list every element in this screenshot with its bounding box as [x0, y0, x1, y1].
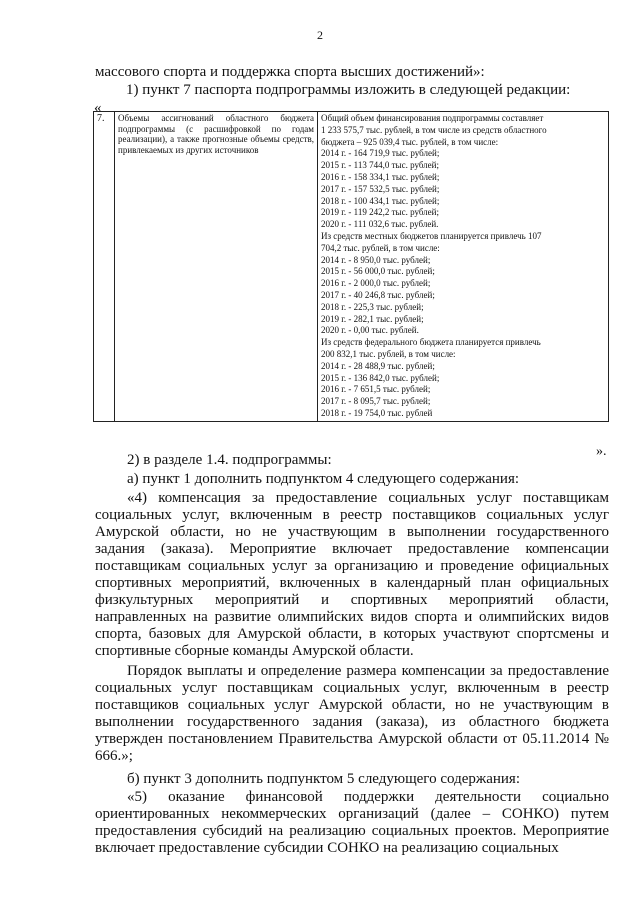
paragraph-4: «4) компенсация за предоставление социальных услуг поставщикам социальных услуг, включенным в реестр поставщиков социальных услуг Амурской области, но не участвующим в выполнении государственного задания (заказа). Мероприятие включает предоставление компенсации поставщикам социальных услуг за организацию и проведение официальных спортивных мероприятий, включенных в календарный план официальных физкультурных мероприятий и спортивных мероприятий области, направленных на развитие олимпийских видов спорта и олимпийских видов спорта, базовых для Амурской области, в которых участвуют спортсмены и спортивные сборные команды Амурской области. — [95, 490, 609, 659]
funding-line: 2016 г. - 2 000,0 тыс. рублей; — [321, 278, 431, 289]
funding-text — [318, 112, 609, 422]
row-number: 7. — [94, 112, 115, 422]
intro-line-2: 1) пункт 7 паспорта подпрограммы изложить в следующей редакции: — [126, 82, 571, 98]
funding-line: 1 233 575,7 тыс. рублей, в том числе из средств областного — [321, 124, 547, 135]
paragraph-5: «5) оказание финансовой поддержки деятельности социально ориентированных некоммерческих организаций (далее – СОНКО) путем предоставления субсидий на реализацию социальных проектов. Мероприятие включает предоставление субсидии СОНКО на реализацию социальных — [95, 789, 609, 856]
item-b: б) пункт 3 дополнить подпунктом 5 следующего содержания: — [127, 771, 520, 787]
item-a: а) пункт 1 дополнить подпунктом 4 следующего содержания: — [127, 471, 520, 487]
funding-line: 2014 г. - 28 488,9 тыс. рублей; — [321, 360, 435, 371]
funding-line: 2017 г. - 8 095,7 тыс. рублей; — [321, 396, 431, 407]
quote-open: « — [94, 100, 102, 116]
funding-line: 2015 г. - 136 842,0 тыс. рублей; — [321, 372, 440, 383]
section-2-heading: 2) в разделе 1.4. подпрограммы: — [127, 452, 332, 468]
funding-line: 2016 г. - 158 334,1 тыс. рублей; — [321, 171, 440, 182]
funding-line: 2020 г. - 111 032,6 тыс. рублей. — [321, 219, 439, 230]
funding-line: Из средств федерального бюджета планируется привлечь — [321, 337, 541, 348]
funding-line: Общий объем финансирования подпрограммы составляет — [321, 113, 544, 123]
page-number: 2 — [317, 28, 323, 42]
funding-line: 2018 г. - 100 434,1 тыс. рублей; — [321, 195, 440, 206]
funding-line: 2014 г. - 164 719,9 тыс. рублей; — [321, 148, 440, 159]
funding-line: 2018 г. - 225,3 тыс. рублей; — [321, 301, 424, 312]
funding-line: 2017 г. - 157 532,5 тыс. рублей; — [321, 183, 440, 194]
funding-line: 2016 г. - 7 651,5 тыс. рублей; — [321, 384, 431, 395]
funding-line: 200 832,1 тыс. рублей, в том числе: — [321, 348, 456, 359]
funding-line: бюджета – 925 039,4 тыс. рублей, в том числе: — [321, 136, 499, 147]
passport-table — [93, 111, 609, 422]
paragraph-order: Порядок выплаты и определение размера компенсации за предоставление социальных услуг поставщикам социальных услуг, включенным в реестр поставщиков социальных услуг Амурской области, но не участвующим в выполнении государственного задания (заказа), из областного бюджета утвержден постановлением Правительства Амурской области от 05.11.2014 № 666.»; — [95, 663, 609, 764]
funding-line: 2014 г. - 8 950,0 тыс. рублей; — [321, 254, 431, 265]
table-row — [94, 112, 609, 422]
funding-line: 2015 г. - 56 000,0 тыс. рублей; — [321, 266, 435, 277]
quote-close: ». — [596, 444, 607, 459]
intro-line-1: массового спорта и поддержка спорта высших достижений»: — [95, 64, 485, 80]
funding-line: 704,2 тыс. рублей, в том числе: — [321, 242, 440, 253]
funding-line: 2015 г. - 113 744,0 тыс. рублей; — [321, 160, 439, 171]
funding-line: 2020 г. - 0,00 тыс. рублей. — [321, 325, 419, 336]
funding-line: 2019 г. - 282,1 тыс. рублей; — [321, 313, 424, 324]
funding-line: 2017 г. - 40 246,8 тыс. рублей; — [321, 289, 435, 300]
row-description: Объемы ассигнований областного бюджета подпрограммы (с расшифровкой по годам реализации), а также прогнозные объемы средств, привлекаемых из других источников — [115, 112, 318, 422]
funding-line: 2019 г. - 119 242,2 тыс. рублей; — [321, 207, 439, 218]
funding-line: 2018 г. - 19 754,0 тыс. рублей — [321, 407, 433, 418]
funding-line: Из средств местных бюджетов планируется привлечь 107 — [321, 230, 542, 241]
